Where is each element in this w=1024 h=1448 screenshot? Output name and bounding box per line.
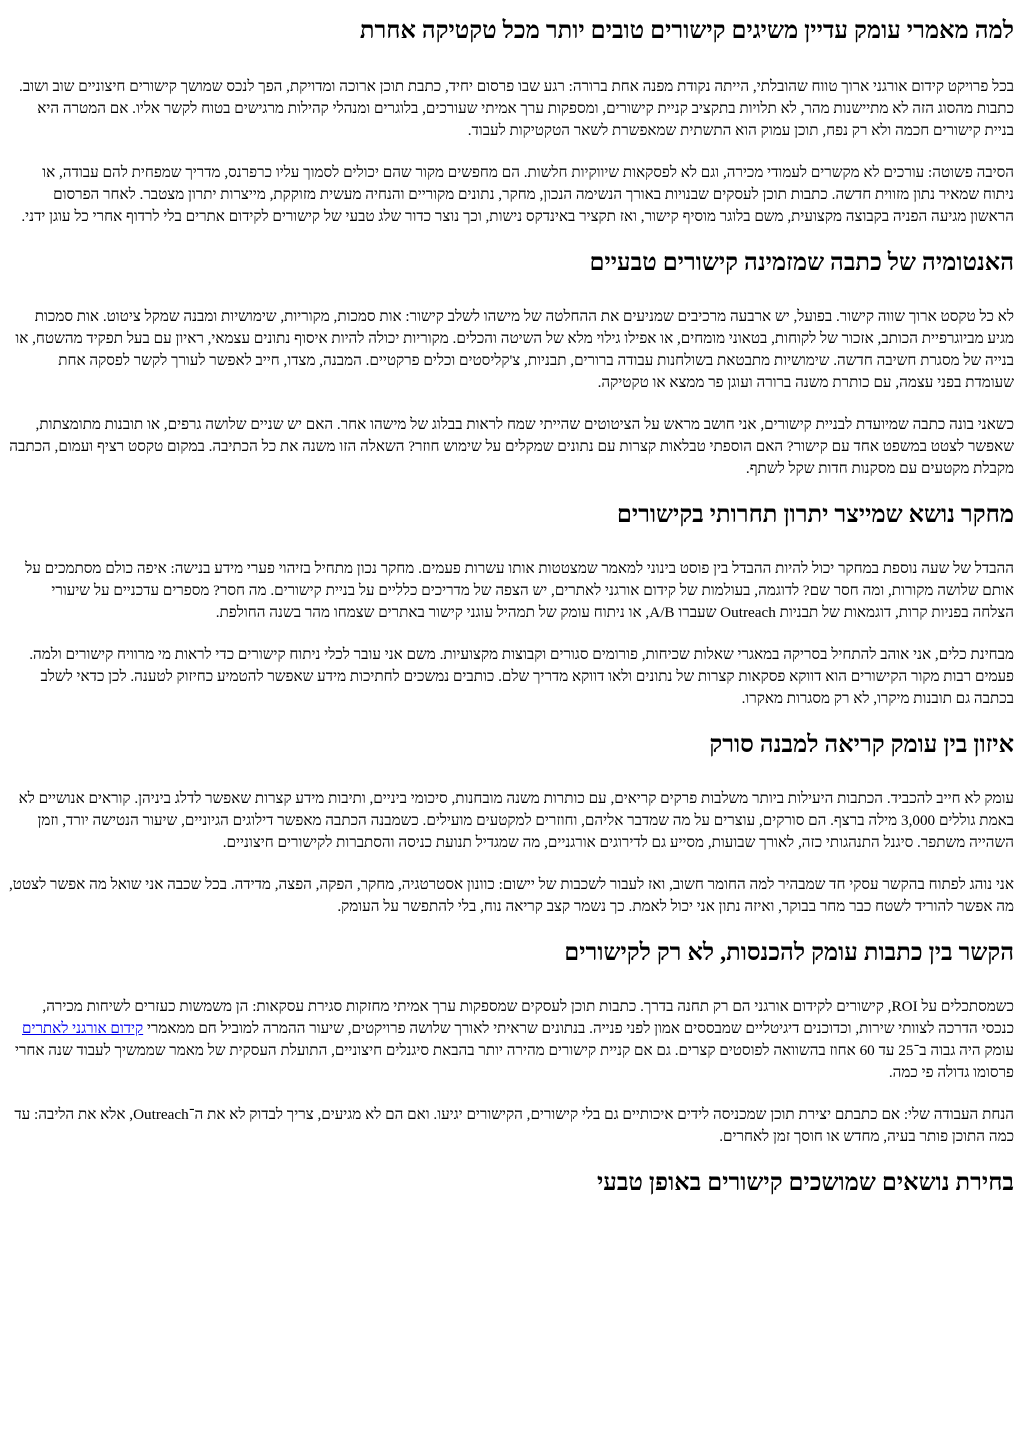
paragraph-text-before-link: כשמסתכלים על ROI, קישורים לקידום אורגני הם רק תחנה בדרך. כתבות תוכן לעסקים שמספקות ערך אמיתי מחזקות סגירת עסקאות: הן משמשות כעזרים לשיחות מכירה, כנכסי הדרכה לצוותי שירות, וכדוכנים דיגיטליים שמבססים אמון לפני פנייה. בנתונים שראיתי לאורך שלושה פרויקטים, שיעור ההמרה למוביל חם ממאמרי: [42, 998, 1014, 1037]
section-paragraph: לא כל טקסט ארוך שווה קישור. בפועל, יש ארבעה מרכיבים שמניעים את ההחלטה של מישהו לשלב קישור: אות סמכות, מקוריות, שימושיות ומבנה שמקל ציטוט. אות סמכות מגיע מביוגרפיית הכותב, אזכור של לקוחות, בטאוני מומחים, או אפילו גילוי מלא של השיטה והכלים. מקוריות יכולה להיות איסוף נתונים עצמאי, ראיון עם בעל תפקיד מהשטח, או בנייה של מסגרת חשיבה חדשה. שימושיות מתבטאת בשולחנות עבודה ברורים, תבניות, צ'קליסטים וכלים פרקטיים. המבנה, מצדו, חייב לאפשר לעורך לקשר לפסקה אחת שעומדת בפני עצמה, עם כותרת משנה ברורה ועוגן פר ממצא או טקטיקה.: [15, 308, 1014, 391]
section-revenue: [8, 938, 1014, 1148]
section-heading: מחקר נושא שמייצר יתרון תחרותי בקישורים: [616, 502, 1014, 528]
intro-paragraph-2: הסיבה פשוטה: עורכים לא מקשרים לעמודי מכירה, וגם לא לפסקאות שיווקיות חלשות. הם מחפשים מקור שהם יכולים לסמוך עליו כרפרנס, מדריך שמפחית להם עבודה, או ניתוח שמאיר נתון מזווית חדשה. כתבות תוכן לעסקים שבנויות באורך הנשימה הנכון, מחקר, נתונים מקוריים והנחיה מעשית מזוקקת, מייצרות יתרון מצטבר. לאחר הפרסום הראשון מגיעה הפניה בקבוצה מקצועית, משם בלוגר מוסיף קישור, ואז תקציר באינדקס נישות, וכך נוצר כדור שלג טבעי של קישורים לקידום אתרים בלי לרדוף אחרי כל עוגן ידני.: [21, 164, 1014, 225]
section-heading: האנטומיה של כתבה שמזמינה קישורים טבעיים: [589, 250, 1014, 276]
section-balance: [8, 730, 1014, 918]
section-paragraph-with-link: [8, 996, 1014, 1084]
intro: [8, 76, 1014, 228]
section-heading: בחירת נושאים שמושכים קישורים באופן טבעי: [596, 1170, 1014, 1196]
section-heading: איזון בין עומק קריאה למבנה סורק: [709, 732, 1014, 758]
paragraph-text-after-link: עומק היה גבוה ב־25 עד 60 אחוז בהשוואה לפוסטים קצרים. גם אם קניית קישורים מהירה יותר בהבאת סיגנלים חיצוניים, התועלת העסקית של מאמר שממשיך לעבוד שנה אחרי פרסומו גדולה פי כמה.: [14, 1042, 1014, 1081]
article-title: למה מאמרי עומק עדיין משיגים קישורים טובים יותר מכל טקטיקה אחרת: [359, 18, 1014, 44]
section-paragraph: כשאני בונה כתבה שמיועדת לבניית קישורים, אני חושב מראש על הציטוטים שהייתי שמח לראות בבלוג של מישהו אחר. האם יש שניים שלושה גרפים, או תובנות מתומצתות, שאפשר לצטט במשפט אחד עם קישור? האם הוספתי טבלאות קצרות עם נתונים שמקלים על שימוש חוזר? השאלה הזו משנה את כל הכתיבה. במקום טקסט רציף ועמום, הכתבה מקבלת מקטעים עם מסקנות חדות שקל לשתף.: [9, 416, 1014, 477]
section-research: [8, 500, 1014, 710]
section-paragraph: ההבדל של שעה נוספת במחקר יכול להיות ההבדל בין פוסט בינוני למאמר שמצטטות אותו עשרות פעמים. מחקר נכון מתחיל בזיהוי פערי מידע בנישה: איפה כולם מסתמכים על אותם שלושה מקורות, ומה חסר שם? לדוגמה, בעולמות של קידום אורגני לאתרים, יש הצפה של מדריכים כלליים על בניית קישורים. מה חסר? מספרים עדכניים על שיעורי הצלחה בפניות קרות, דוגמאות של תבניות Outreach שעברו A/B, או ניתוח עומק של תמהיל עוגני קישור באתרים שצמחו מהר בשנה החולפת.: [25, 560, 1014, 621]
section-anatomy: [8, 248, 1014, 480]
section-paragraph: מבחינת כלים, אני אוהב להתחיל בסריקה במאגרי שאלות שכיחות, פורומים סגורים וקבוצות מקצועיות. משם אני עובר לכלי ניתוח קישורים כדי לראות מי מרוויח קישורים ולמה. פעמים רבות מקור הקישורים הוא דווקא פסקאות קצרות של נתונים ולאו דווקא מדריך שלם. כותבים נמשכים לחתיכות מידע שאפשר להטמיע כחיזוק לטענה. לכן כדאי לשלב בכתבה גם תובנות מיקרו, לא רק מסגרות מאקרו.: [29, 646, 1014, 707]
section-topics: [8, 1168, 1014, 1198]
section-heading: הקשר בין כתבות עומק להכנסות, לא רק לקישורים: [564, 940, 1014, 966]
section-paragraph: הנחת העבודה שלי: אם כתבתם יצירת תוכן שמכניסה לידים איכותיים גם בלי קישורים, הקישורים יגיעו. ואם הם לא מגיעים, צריך לבדוק לא את ה־Outreach, אלא את הליבה: עד כמה התוכן פותר בעיה, מחדש או חוסך זמן לאחרים.: [14, 1106, 1014, 1145]
section-paragraph: עומק לא חייב להכביד. הכתבות היעילות ביותר משלבות פרקים קריאים, עם כותרות משנה מובחנות, סיכומי ביניים, ותיבות מידע קצרות שאפשר לדלג ביניהן. קוראים אנושיים לא באמת גוללים 3,000 מילה ברצף. הם סורקים, עוצרים על מה שמדבר אליהם, וחוזרים למקטעים מועילים. כשמבנה הכתבה מאפשר דילוגים הגיוניים, שיעור הנטישה יורד, וזמן השהייה משתפר. סיגנל התנהגותי כזה, לאורך שבועות, מסייע גם לדירוגים אורגניים, מה שמגדיל תנועת כניסה והסתברות לקישורים חיצוניים.: [18, 790, 1014, 851]
intro-paragraph-1: בכל פרויקט קידום אורגני ארוך טווח שהובלתי, הייתה נקודת מפנה אחת ברורה: רגע שבו פרסום יחיד, כתבת תוכן ארוכה ומדויקת, הפך לנכס שמושך קישורים חיצוניים שוב ושוב. כתבות מהסוג הזה לא מתיישנות מהר, לא תלויות בתקציב קניית קישורים, ומספקות ערך אמיתי שעורכים, בלוגרים ומנהלי קהילות מרגישים בטוח לקשר אליו. אם המטרה היא בניית קישורים חכמה ולא רק נפח, תוכן עמוק הוא התשתית שמאפשרת לשאר הטקטיקות לעבוד.: [19, 78, 1014, 139]
section-paragraph: אני נוהג לפתוח בהקשר עסקי חד שמבהיר למה החומר חשוב, ואז לעבור לשכבות של יישום: כוונון אסטרטגיה, מחקר, הפקה, הפצה, מדידה. בכל שכבה אני שואל מה אפשר לצטט, מה אפשר להוריד לשטח כבר מחר בבוקר, ואיזה נתון אני יכול לאמת. כך נשמר קצב קריאה נוח, בלי להתפשר על העומק.: [9, 876, 1014, 915]
seo-link[interactable]: קידום אורגני לאתרים: [21, 1020, 144, 1037]
